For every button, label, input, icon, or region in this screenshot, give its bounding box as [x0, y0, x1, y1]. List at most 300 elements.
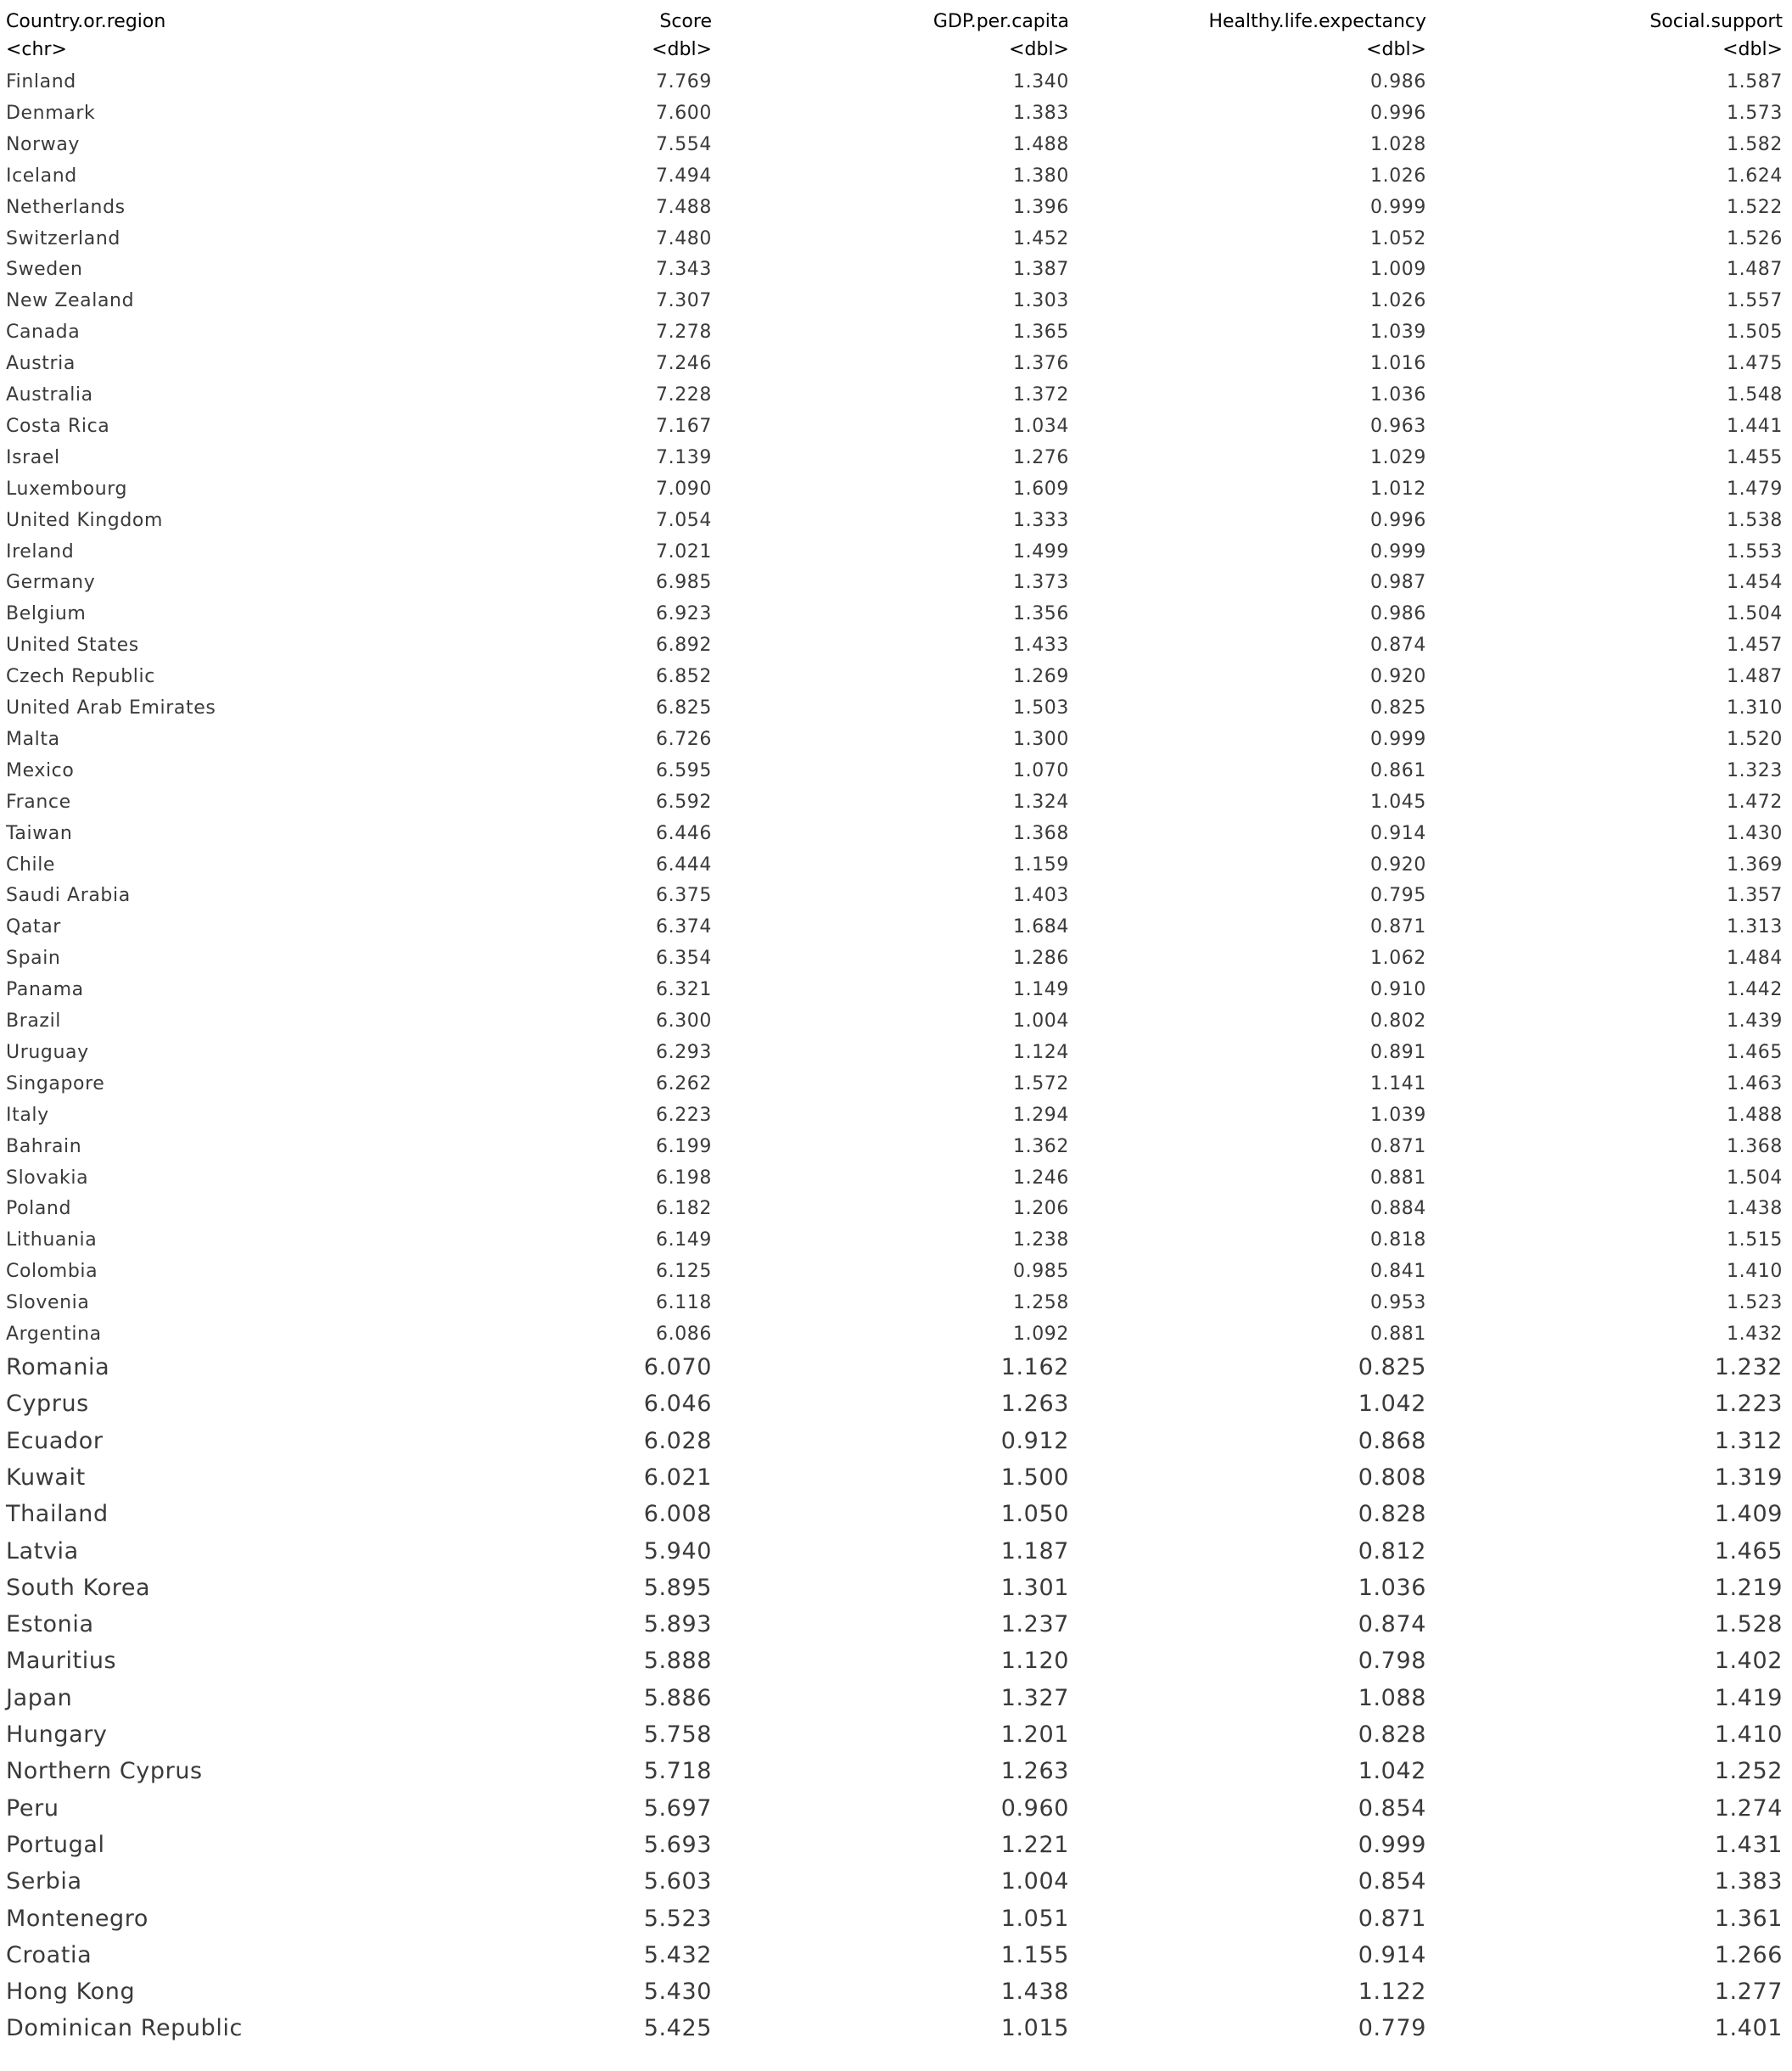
- score-cell: 7.494: [656, 165, 712, 187]
- country-cell: Netherlands: [6, 196, 126, 218]
- life-expectancy-cell: 0.779: [1358, 2015, 1426, 2042]
- country-cell: Bahrain: [6, 1135, 82, 1157]
- table-row: [0, 1940, 1792, 1971]
- country-cell: Panama: [6, 979, 84, 1001]
- social-support-cell: 1.232: [1714, 1354, 1783, 1380]
- life-expectancy-cell: 1.028: [1370, 133, 1426, 155]
- gdp-cell: 1.503: [1013, 697, 1069, 719]
- table-row: [0, 1319, 1792, 1350]
- life-expectancy-cell: 0.914: [1370, 822, 1426, 844]
- life-expectancy-cell: 1.009: [1370, 259, 1426, 281]
- table-row: [0, 725, 1792, 755]
- table-row: [0, 1536, 1792, 1567]
- gdp-cell: 1.433: [1013, 635, 1069, 657]
- social-support-cell: 1.457: [1727, 635, 1783, 657]
- column-type-social-support: <dbl>: [1722, 39, 1783, 60]
- social-support-cell: 1.582: [1727, 133, 1783, 155]
- table-row: [0, 224, 1792, 255]
- table-row: [0, 474, 1792, 505]
- country-cell: Taiwan: [6, 822, 73, 844]
- gdp-cell: 1.286: [1013, 948, 1069, 970]
- life-expectancy-cell: 1.036: [1370, 384, 1426, 406]
- score-cell: 5.888: [643, 1648, 712, 1675]
- score-cell: 7.167: [656, 415, 712, 437]
- gdp-cell: 1.263: [1000, 1758, 1069, 1785]
- social-support-cell: 1.223: [1714, 1391, 1783, 1418]
- table-row: [0, 161, 1792, 192]
- country-cell: Uruguay: [6, 1041, 89, 1063]
- life-expectancy-cell: 0.828: [1358, 1721, 1426, 1748]
- score-cell: 7.054: [656, 509, 712, 531]
- score-cell: 7.769: [656, 71, 712, 92]
- gdp-cell: 1.237: [1000, 1611, 1069, 1638]
- gdp-cell: 1.327: [1000, 1684, 1069, 1711]
- gdp-cell: 1.294: [1013, 1104, 1069, 1126]
- country-cell: Malta: [6, 728, 60, 750]
- social-support-cell: 1.323: [1727, 759, 1783, 781]
- social-support-cell: 1.479: [1727, 478, 1783, 500]
- table-row: [0, 787, 1792, 818]
- score-cell: 6.354: [656, 948, 712, 970]
- gdp-cell: 1.162: [1000, 1354, 1069, 1380]
- life-expectancy-cell: 0.920: [1370, 666, 1426, 688]
- life-expectancy-cell: 1.045: [1370, 791, 1426, 813]
- table-row: [0, 1352, 1792, 1383]
- gdp-cell: 1.500: [1000, 1464, 1069, 1491]
- gdp-cell: 1.276: [1013, 446, 1069, 468]
- table-row: [0, 1132, 1792, 1162]
- table-row: [0, 1904, 1792, 1934]
- social-support-cell: 1.520: [1727, 728, 1783, 750]
- table-row: [0, 1225, 1792, 1256]
- social-support-cell: 1.553: [1727, 540, 1783, 563]
- country-cell: Hong Kong: [6, 1979, 136, 2006]
- social-support-cell: 1.402: [1714, 1648, 1783, 1675]
- country-cell: Sweden: [6, 259, 83, 281]
- life-expectancy-cell: 0.854: [1358, 1868, 1426, 1895]
- score-cell: 7.600: [656, 102, 712, 124]
- column-header-score[interactable]: Score: [659, 11, 712, 32]
- social-support-cell: 1.361: [1714, 1905, 1783, 1932]
- score-cell: 6.262: [656, 1072, 712, 1094]
- country-cell: Saudi Arabia: [6, 885, 131, 907]
- score-cell: 7.021: [656, 540, 712, 563]
- table-row: [0, 67, 1792, 98]
- score-cell: 6.198: [656, 1167, 712, 1189]
- score-cell: 6.028: [643, 1427, 712, 1454]
- table-row: [0, 537, 1792, 568]
- score-cell: 6.046: [643, 1391, 712, 1418]
- social-support-cell: 1.557: [1727, 290, 1783, 312]
- gdp-cell: 1.051: [1000, 1905, 1069, 1932]
- score-cell: 6.374: [656, 916, 712, 938]
- country-cell: Spain: [6, 948, 61, 970]
- country-cell: Israel: [6, 446, 60, 468]
- table-row: [0, 130, 1792, 160]
- life-expectancy-cell: 0.825: [1370, 697, 1426, 719]
- country-cell: Australia: [6, 384, 93, 406]
- gdp-cell: 1.120: [1000, 1648, 1069, 1675]
- table-row: [0, 975, 1792, 1005]
- social-support-cell: 1.624: [1727, 165, 1783, 187]
- gdp-cell: 1.376: [1013, 353, 1069, 375]
- social-support-cell: 1.409: [1714, 1501, 1783, 1528]
- social-support-cell: 1.488: [1727, 1104, 1783, 1126]
- social-support-cell: 1.504: [1727, 1167, 1783, 1189]
- life-expectancy-cell: 0.920: [1370, 854, 1426, 876]
- gdp-cell: 1.324: [1013, 791, 1069, 813]
- table-row: [0, 599, 1792, 630]
- table-row: [0, 568, 1792, 598]
- gdp-cell: 1.070: [1013, 759, 1069, 781]
- social-support-cell: 1.548: [1727, 384, 1783, 406]
- gdp-cell: 1.403: [1013, 885, 1069, 907]
- social-support-cell: 1.463: [1727, 1072, 1783, 1094]
- social-support-cell: 1.455: [1727, 446, 1783, 468]
- gdp-cell: 1.263: [1000, 1391, 1069, 1418]
- social-support-cell: 1.587: [1727, 71, 1783, 92]
- life-expectancy-cell: 0.841: [1370, 1261, 1426, 1283]
- life-expectancy-cell: 1.122: [1358, 1979, 1426, 2006]
- table-row: [0, 1683, 1792, 1714]
- country-cell: United States: [6, 635, 139, 657]
- life-expectancy-cell: 0.871: [1358, 1905, 1426, 1932]
- table-row: [0, 662, 1792, 692]
- table-row: [0, 1389, 1792, 1419]
- score-cell: 7.228: [656, 384, 712, 406]
- social-support-cell: 1.410: [1714, 1721, 1783, 1748]
- table-row: [0, 349, 1792, 379]
- social-support-cell: 1.484: [1727, 948, 1783, 970]
- gdp-cell: 1.004: [1000, 1868, 1069, 1895]
- table-row: [0, 1499, 1792, 1530]
- social-support-cell: 1.357: [1727, 885, 1783, 907]
- table-row: [0, 1163, 1792, 1194]
- life-expectancy-cell: 0.999: [1370, 540, 1426, 563]
- social-support-cell: 1.410: [1727, 1261, 1783, 1283]
- country-cell: Switzerland: [6, 227, 120, 249]
- score-cell: 6.223: [656, 1104, 712, 1126]
- table-row: [0, 756, 1792, 786]
- country-cell: Argentina: [6, 1324, 102, 1345]
- country-cell: Cyprus: [6, 1391, 89, 1418]
- table-row: [0, 1038, 1792, 1068]
- table-row: [0, 943, 1792, 974]
- social-support-cell: 1.310: [1727, 697, 1783, 719]
- life-expectancy-cell: 1.062: [1370, 948, 1426, 970]
- score-cell: 6.595: [656, 759, 712, 781]
- score-cell: 6.321: [656, 979, 712, 1001]
- score-cell: 5.940: [643, 1537, 712, 1564]
- gdp-cell: 1.206: [1013, 1198, 1069, 1220]
- life-expectancy-cell: 1.052: [1370, 227, 1426, 249]
- table-row: [0, 1069, 1792, 1100]
- country-cell: Czech Republic: [6, 666, 155, 688]
- score-cell: 7.139: [656, 446, 712, 468]
- column-type-life-expectancy: <dbl>: [1366, 39, 1426, 60]
- social-support-cell: 1.522: [1727, 196, 1783, 218]
- life-expectancy-cell: 1.029: [1370, 446, 1426, 468]
- country-cell: Finland: [6, 71, 76, 92]
- table-row: [0, 1194, 1792, 1224]
- life-expectancy-cell: 0.874: [1370, 635, 1426, 657]
- gdp-cell: 1.684: [1013, 916, 1069, 938]
- country-cell: Hungary: [6, 1721, 108, 1748]
- table-row: [0, 443, 1792, 473]
- gdp-cell: 1.387: [1013, 259, 1069, 281]
- country-cell: United Kingdom: [6, 509, 163, 531]
- gdp-cell: 1.301: [1000, 1574, 1069, 1601]
- table-row: [0, 1830, 1792, 1861]
- score-cell: 5.893: [643, 1611, 712, 1638]
- score-cell: 5.603: [643, 1868, 712, 1895]
- gdp-cell: 1.380: [1013, 165, 1069, 187]
- life-expectancy-cell: 1.039: [1370, 1104, 1426, 1126]
- gdp-cell: 1.004: [1013, 1010, 1069, 1032]
- country-cell: Germany: [6, 572, 96, 594]
- column-header-country[interactable]: Country.or.region: [6, 11, 166, 32]
- country-cell: Portugal: [6, 1831, 105, 1858]
- life-expectancy-cell: 1.026: [1370, 165, 1426, 187]
- score-cell: 6.444: [656, 854, 712, 876]
- social-support-cell: 1.438: [1727, 1198, 1783, 1220]
- table-row: [0, 1646, 1792, 1676]
- table-row: [0, 850, 1792, 881]
- social-support-cell: 1.277: [1714, 1979, 1783, 2006]
- column-header-gdp[interactable]: GDP.per.capita: [932, 11, 1069, 32]
- life-expectancy-cell: 0.986: [1370, 71, 1426, 92]
- table-row: [0, 1426, 1792, 1457]
- table-row: [0, 1609, 1792, 1640]
- column-type-country: <chr>: [6, 39, 67, 60]
- country-cell: France: [6, 791, 71, 813]
- social-support-cell: 1.505: [1727, 322, 1783, 344]
- social-support-cell: 1.442: [1727, 979, 1783, 1001]
- gdp-cell: 0.960: [1000, 1794, 1069, 1822]
- score-cell: 5.718: [643, 1758, 712, 1785]
- country-cell: Poland: [6, 1198, 72, 1220]
- social-support-cell: 1.368: [1727, 1135, 1783, 1157]
- table-row: [0, 506, 1792, 536]
- score-cell: 6.125: [656, 1261, 712, 1283]
- life-expectancy-cell: 0.825: [1358, 1354, 1426, 1380]
- life-expectancy-cell: 0.999: [1370, 728, 1426, 750]
- social-support-cell: 1.528: [1714, 1611, 1783, 1638]
- score-cell: 6.985: [656, 572, 712, 594]
- life-expectancy-cell: 0.986: [1370, 603, 1426, 625]
- table-row: [0, 1006, 1792, 1037]
- social-support-cell: 1.454: [1727, 572, 1783, 594]
- score-cell: 6.446: [656, 822, 712, 844]
- score-cell: 7.090: [656, 478, 712, 500]
- life-expectancy-cell: 0.963: [1370, 415, 1426, 437]
- score-cell: 6.293: [656, 1041, 712, 1063]
- score-cell: 5.425: [643, 2015, 712, 2042]
- life-expectancy-cell: 1.042: [1358, 1391, 1426, 1418]
- life-expectancy-cell: 0.868: [1358, 1427, 1426, 1454]
- social-support-cell: 1.504: [1727, 603, 1783, 625]
- score-cell: 5.895: [643, 1574, 712, 1601]
- life-expectancy-cell: 0.871: [1370, 916, 1426, 938]
- score-cell: 6.825: [656, 697, 712, 719]
- country-cell: Northern Cyprus: [6, 1758, 203, 1785]
- table-row: [0, 1288, 1792, 1318]
- table-row: [0, 193, 1792, 223]
- social-support-cell: 1.383: [1714, 1868, 1783, 1895]
- social-support-cell: 1.472: [1727, 791, 1783, 813]
- life-expectancy-cell: 1.141: [1370, 1072, 1426, 1094]
- table-row: [0, 1867, 1792, 1897]
- gdp-cell: 1.383: [1013, 102, 1069, 124]
- score-cell: 6.892: [656, 635, 712, 657]
- gdp-cell: 1.609: [1013, 478, 1069, 500]
- country-cell: Luxembourg: [6, 478, 128, 500]
- social-support-cell: 1.515: [1727, 1229, 1783, 1251]
- country-cell: Thailand: [6, 1501, 109, 1528]
- table-row: [0, 411, 1792, 442]
- country-cell: Costa Rica: [6, 415, 110, 437]
- life-expectancy-cell: 0.818: [1370, 1229, 1426, 1251]
- country-cell: Belgium: [6, 603, 87, 625]
- life-expectancy-cell: 0.861: [1370, 759, 1426, 781]
- score-cell: 6.300: [656, 1010, 712, 1032]
- country-cell: Chile: [6, 854, 56, 876]
- score-cell: 5.693: [643, 1831, 712, 1858]
- gdp-cell: 1.373: [1013, 572, 1069, 594]
- life-expectancy-cell: 0.798: [1358, 1648, 1426, 1675]
- gdp-cell: 1.015: [1000, 2015, 1069, 2042]
- life-expectancy-cell: 0.854: [1358, 1794, 1426, 1822]
- social-support-cell: 1.441: [1727, 415, 1783, 437]
- score-cell: 6.726: [656, 728, 712, 750]
- gdp-cell: 1.572: [1013, 1072, 1069, 1094]
- table-row: [0, 819, 1792, 849]
- score-cell: 6.923: [656, 603, 712, 625]
- gdp-cell: 1.092: [1013, 1324, 1069, 1345]
- country-cell: Ecuador: [6, 1427, 104, 1454]
- country-cell: Croatia: [6, 1941, 92, 1968]
- social-support-cell: 1.439: [1727, 1010, 1783, 1032]
- life-expectancy-cell: 0.812: [1358, 1537, 1426, 1564]
- social-support-cell: 1.475: [1727, 353, 1783, 375]
- gdp-cell: 1.356: [1013, 603, 1069, 625]
- column-header-life-expectancy[interactable]: Healthy.life.expectancy: [1208, 11, 1426, 32]
- country-cell: Estonia: [6, 1611, 94, 1638]
- gdp-cell: 1.499: [1013, 540, 1069, 563]
- gdp-cell: 1.488: [1013, 133, 1069, 155]
- country-cell: Dominican Republic: [6, 2015, 244, 2042]
- score-cell: 7.554: [656, 133, 712, 155]
- gdp-cell: 1.452: [1013, 227, 1069, 249]
- life-expectancy-cell: 0.874: [1358, 1611, 1426, 1638]
- gdp-cell: 1.368: [1013, 822, 1069, 844]
- life-expectancy-cell: 0.996: [1370, 102, 1426, 124]
- life-expectancy-cell: 0.996: [1370, 509, 1426, 531]
- country-cell: Mexico: [6, 759, 75, 781]
- country-cell: Kuwait: [6, 1464, 86, 1491]
- social-support-cell: 1.319: [1714, 1464, 1783, 1491]
- score-cell: 6.592: [656, 791, 712, 813]
- social-support-cell: 1.401: [1714, 2015, 1783, 2042]
- country-cell: Austria: [6, 353, 76, 375]
- table-row: [0, 693, 1792, 724]
- score-cell: 5.886: [643, 1684, 712, 1711]
- country-cell: Romania: [6, 1354, 110, 1380]
- score-cell: 6.070: [643, 1354, 712, 1380]
- life-expectancy-cell: 1.036: [1358, 1574, 1426, 1601]
- score-cell: 6.852: [656, 666, 712, 688]
- score-cell: 6.118: [656, 1292, 712, 1314]
- score-cell: 5.523: [643, 1905, 712, 1932]
- table-row: [0, 317, 1792, 348]
- social-support-cell: 1.430: [1727, 822, 1783, 844]
- gdp-cell: 1.050: [1000, 1501, 1069, 1528]
- table-row: [0, 1100, 1792, 1131]
- country-cell: Mauritius: [6, 1648, 117, 1675]
- life-expectancy-cell: 1.012: [1370, 478, 1426, 500]
- life-expectancy-cell: 1.026: [1370, 290, 1426, 312]
- gdp-cell: 1.362: [1013, 1135, 1069, 1157]
- life-expectancy-cell: 0.987: [1370, 572, 1426, 594]
- country-cell: New Zealand: [6, 290, 135, 312]
- table-row: [0, 1573, 1792, 1604]
- score-cell: 6.149: [656, 1229, 712, 1251]
- table-row: [0, 1794, 1792, 1824]
- gdp-cell: 1.201: [1000, 1721, 1069, 1748]
- life-expectancy-cell: 1.042: [1358, 1758, 1426, 1785]
- gdp-cell: 1.187: [1000, 1537, 1069, 1564]
- country-cell: Serbia: [6, 1868, 82, 1895]
- column-type-gdp: <dbl>: [1009, 39, 1069, 60]
- country-cell: Brazil: [6, 1010, 61, 1032]
- social-support-cell: 1.312: [1714, 1427, 1783, 1454]
- social-support-cell: 1.465: [1714, 1537, 1783, 1564]
- score-cell: 7.278: [656, 322, 712, 344]
- life-expectancy-cell: 1.088: [1358, 1684, 1426, 1711]
- social-support-cell: 1.523: [1727, 1292, 1783, 1314]
- life-expectancy-cell: 0.808: [1358, 1464, 1426, 1491]
- country-cell: Denmark: [6, 102, 96, 124]
- score-cell: 5.758: [643, 1721, 712, 1748]
- country-cell: Norway: [6, 133, 81, 155]
- gdp-cell: 0.912: [1000, 1427, 1069, 1454]
- gdp-cell: 1.149: [1013, 979, 1069, 1001]
- social-support-cell: 1.432: [1727, 1324, 1783, 1345]
- score-cell: 7.307: [656, 290, 712, 312]
- gdp-cell: 1.396: [1013, 196, 1069, 218]
- score-cell: 7.343: [656, 259, 712, 281]
- social-support-cell: 1.274: [1714, 1794, 1783, 1822]
- country-cell: Colombia: [6, 1261, 98, 1283]
- score-cell: 5.430: [643, 1979, 712, 2006]
- gdp-cell: 1.124: [1013, 1041, 1069, 1063]
- country-cell: Lithuania: [6, 1229, 98, 1251]
- life-expectancy-cell: 0.828: [1358, 1501, 1426, 1528]
- score-cell: 6.375: [656, 885, 712, 907]
- score-cell: 7.480: [656, 227, 712, 249]
- gdp-cell: 1.246: [1013, 1167, 1069, 1189]
- column-header-social-support[interactable]: Social.support: [1649, 11, 1783, 32]
- table-row: [0, 912, 1792, 943]
- country-cell: Singapore: [6, 1072, 105, 1094]
- social-support-cell: 1.313: [1727, 916, 1783, 938]
- life-expectancy-cell: 0.802: [1370, 1010, 1426, 1032]
- life-expectancy-cell: 0.871: [1370, 1135, 1426, 1157]
- social-support-cell: 1.219: [1714, 1574, 1783, 1601]
- table-row: [0, 2013, 1792, 2044]
- life-expectancy-cell: 1.039: [1370, 322, 1426, 344]
- life-expectancy-cell: 0.914: [1358, 1941, 1426, 1968]
